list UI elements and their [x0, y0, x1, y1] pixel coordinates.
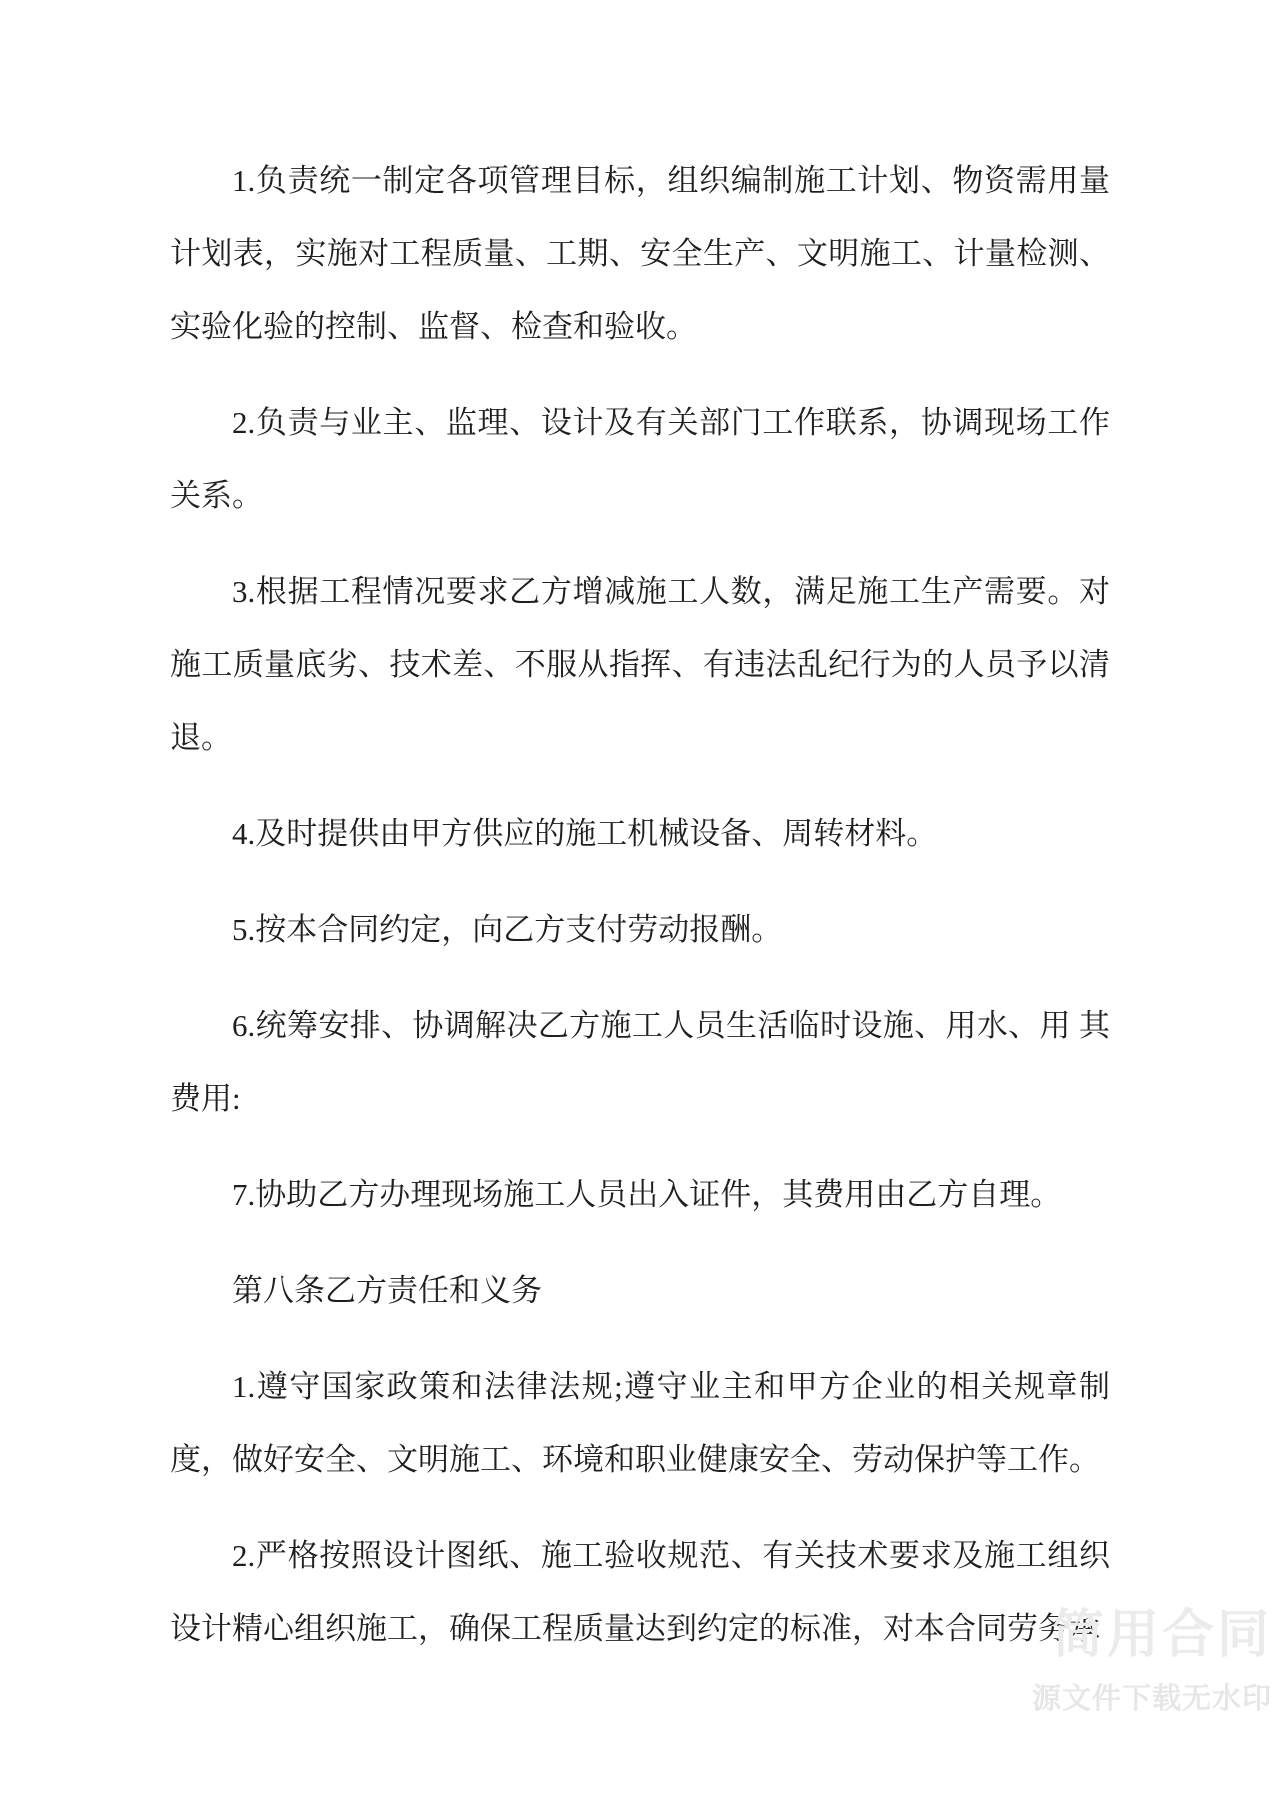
paragraph: 1.负责统一制定各项管理目标，组织编制施工计划、物资需用量计划表，实施对工程质量、工期、安全生产、文明施工、计量检测、实验化验的控制、监督、检查和验收。 [170, 163, 1110, 344]
section-heading: 第八条乙方责任和义务 [232, 1273, 542, 1308]
paragraph: 4.及时提供由甲方供应的施工机械设备、周转材料。 [232, 816, 938, 851]
paragraph: 5.按本合同约定，向乙方支付劳动报酬。 [232, 912, 783, 947]
paragraph: 6.统筹安排、协调解决乙方施工人员生活临时设施、用水、用 其费用: [170, 1008, 1110, 1116]
document-body [170, 144, 1110, 1688]
paragraph: 1.遵守国家政策和法律法规;遵守业主和甲方企业的相关规章制度，做好安全、文明施工、环境和职业健康安全、劳动保护等工作。 [170, 1369, 1110, 1477]
paragraph: 7.协助乙方办理现场施工人员出入证件，其费用由乙方自理。 [232, 1177, 1062, 1212]
watermark-brand-text: 简用合同 [1051, 1606, 1272, 1664]
paragraph: 2.负责与业主、监理、设计及有关部门工作联系，协调现场工作关系。 [170, 405, 1110, 513]
paragraph: 3.根据工程情况要求乙方增减施工人数，满足施工生产需要。对施工质量底劣、技术差、不服从指挥、有违法乱纪行为的人员予以清退。 [170, 574, 1110, 755]
watermark-tagline-text: 源文件下载无水印 [1031, 1683, 1272, 1715]
paragraph: 2.严格按照设计图纸、施工验收规范、有关技术要求及施工组织设计精心组织施工，确保工程质量达到约定的标准，对本合同劳务承 [170, 1538, 1110, 1646]
